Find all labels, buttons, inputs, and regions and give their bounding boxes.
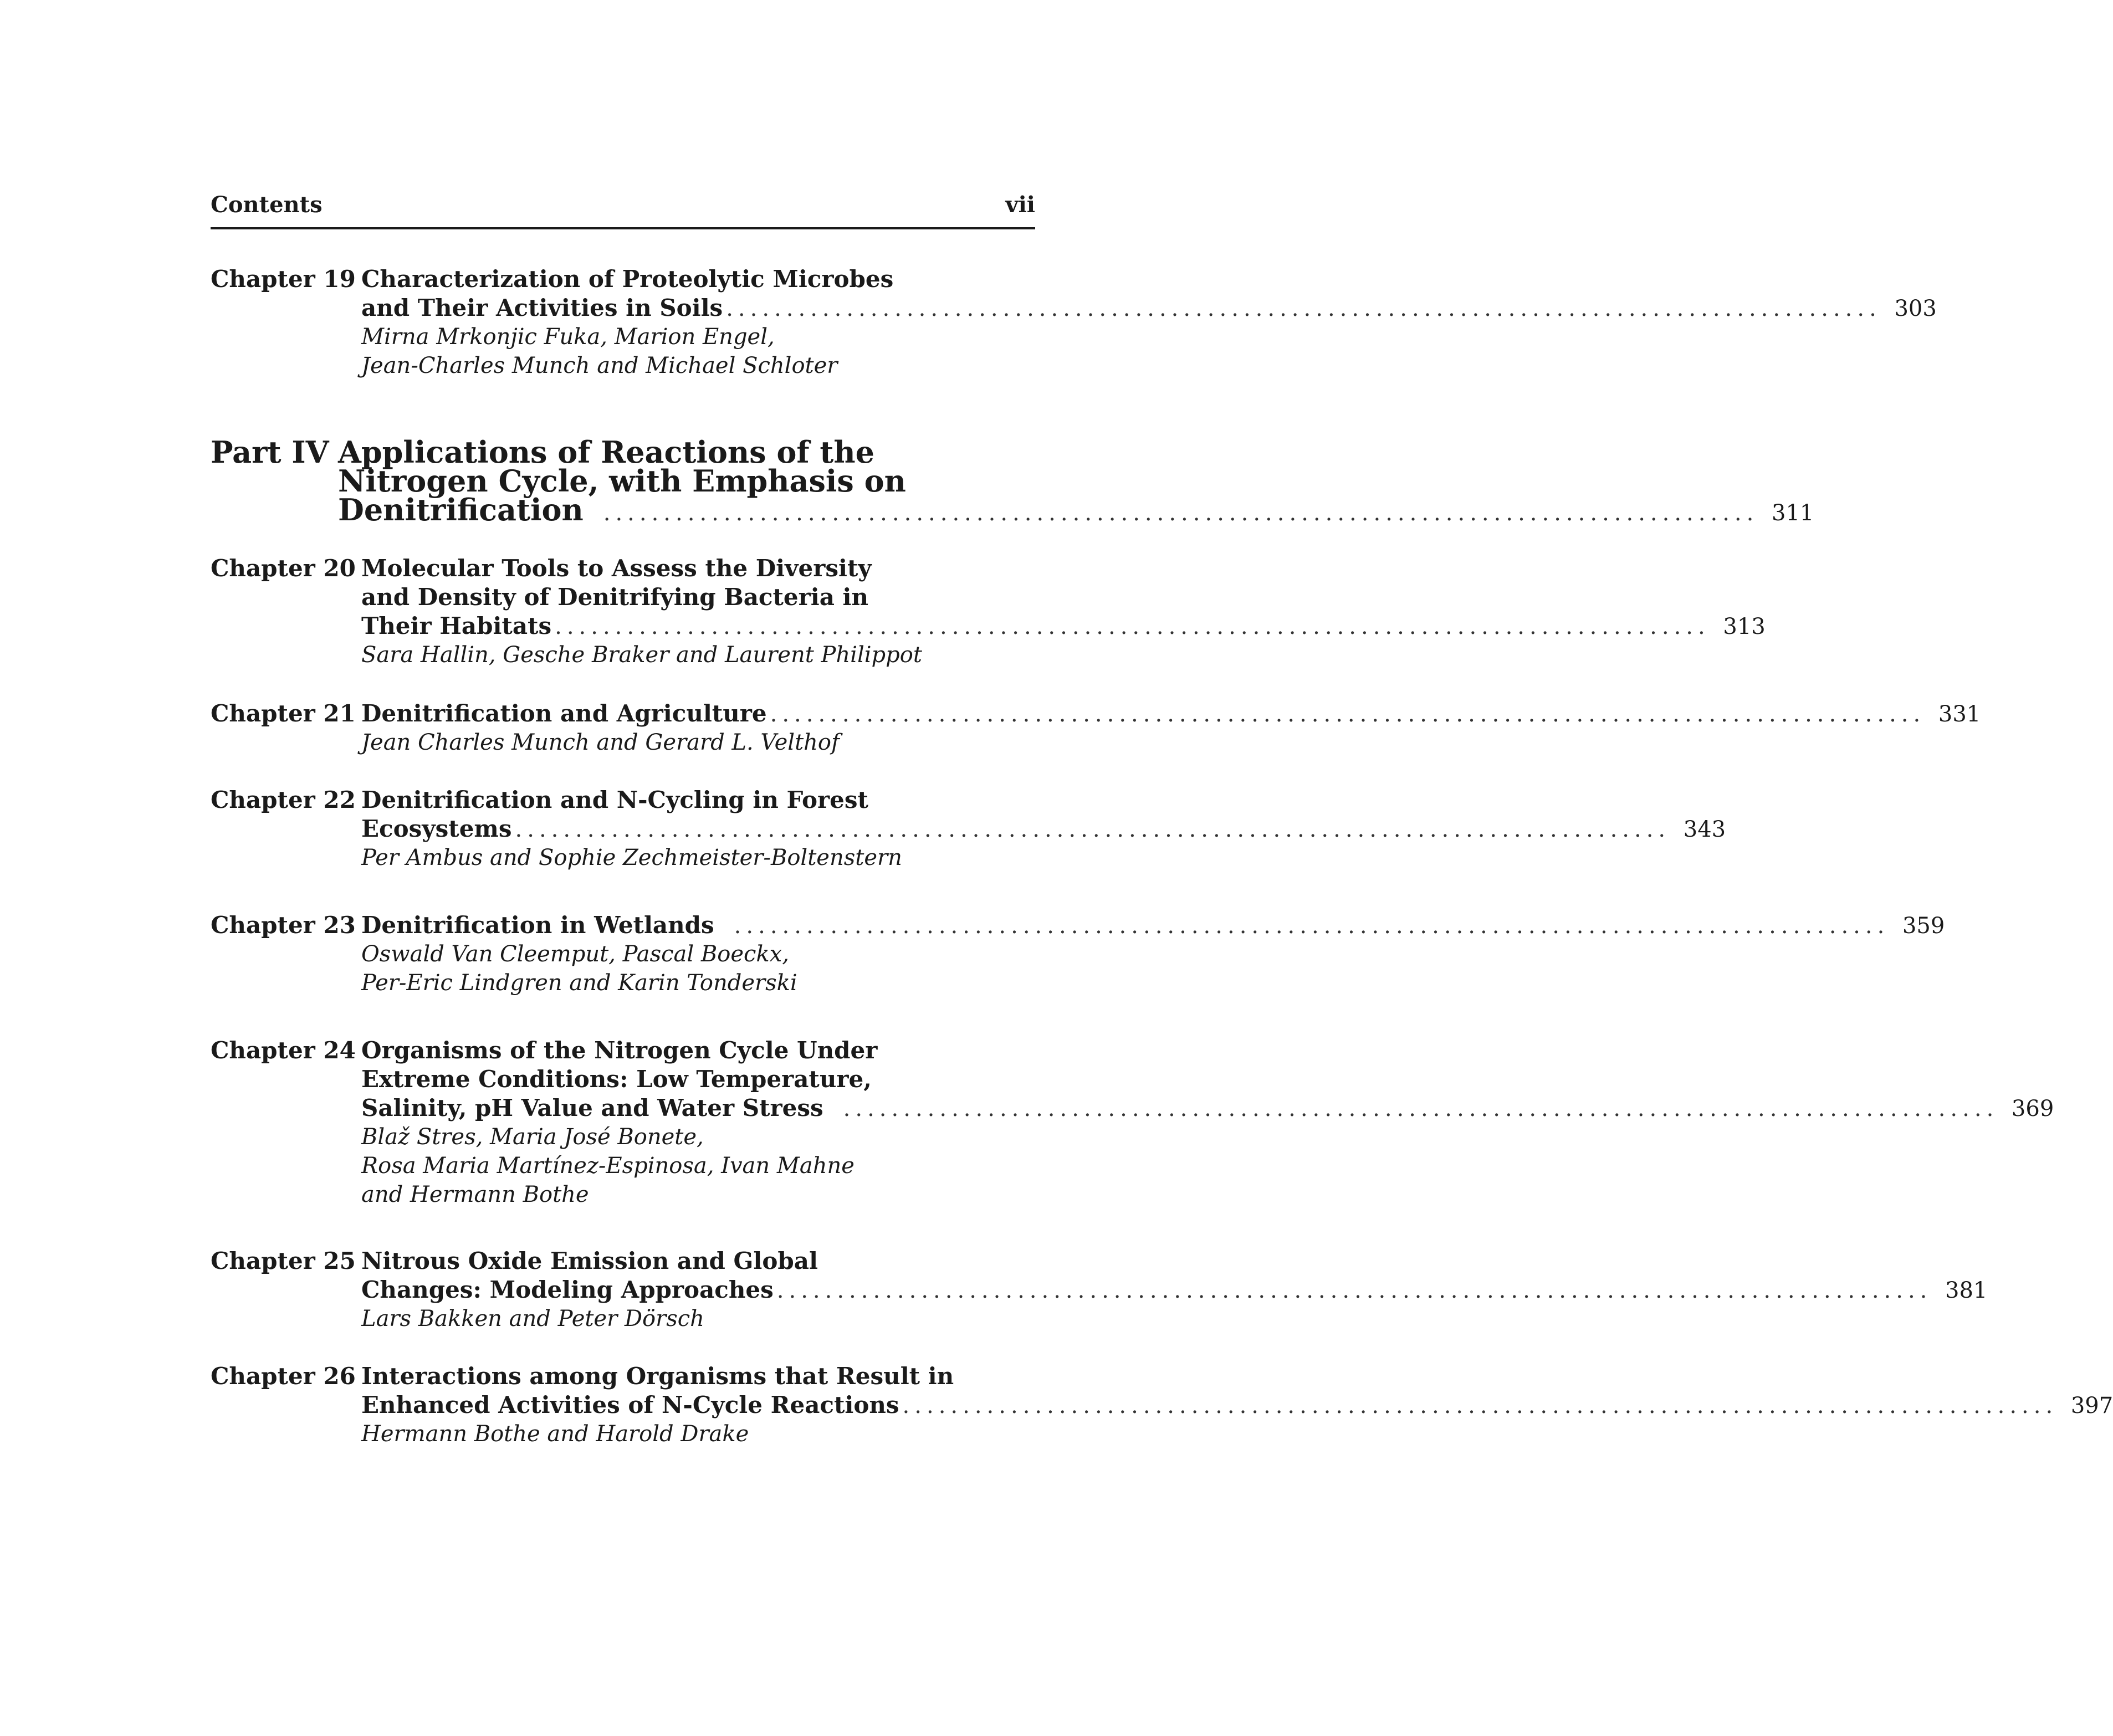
chapter-page-number: 381 (1945, 1278, 1988, 1303)
part-page-number: 311 (1772, 500, 1814, 526)
running-head (211, 194, 1035, 216)
chapter-authors-line: Per-Eric Lindgren and Karin Tonderski (361, 970, 797, 996)
chapter-title-line: Characterization of Proteolytic Microbes (361, 265, 894, 293)
dot-leader: ................................................................................................ (843, 1096, 1999, 1122)
dot-leader: ................................................................................................ (555, 614, 1710, 639)
chapter-page-number: 303 (1894, 296, 1937, 321)
chapter-authors-line: and Hermann Bothe (361, 1182, 589, 1207)
chapter-label: Chapter 19 (211, 265, 356, 293)
chapter-title-line: Denitrification in Wetlands (361, 911, 714, 939)
toc-entry-chapter-25[interactable] (211, 1247, 1988, 1333)
chapter-title-line: Enhanced Activities of N-Cycle Reactions (361, 1391, 899, 1418)
chapter-title-line: Denitrification and N-Cycling in Forest (361, 786, 868, 813)
chapter-authors-line: Sara Hallin, Gesche Braker and Laurent Philippot (361, 642, 922, 668)
chapter-authors-line: Oswald Van Cleemput, Pascal Boeckx, (361, 941, 789, 967)
part-title-line: Denitrification (338, 492, 584, 528)
chapter-label: Chapter 25 (211, 1247, 356, 1274)
dot-leader: ................................................................................................ (902, 1393, 2058, 1418)
chapter-label: Chapter 24 (211, 1037, 356, 1064)
chapter-title-line: and Density of Denitrifying Bacteria in (361, 583, 869, 611)
chapter-title-line: Interactions among Organisms that Result in (361, 1363, 954, 1390)
chapter-page-number: 313 (1723, 614, 1766, 639)
running-head-page-number: vii (1005, 192, 1035, 218)
part-title-line: Nitrogen Cycle, with Emphasis on (338, 463, 906, 499)
chapter-label: Chapter 21 (211, 700, 356, 727)
chapter-page-number: 331 (1938, 701, 1981, 727)
part-label: Part IV (211, 434, 329, 470)
dot-leader: ................................................................................................ (776, 1278, 1932, 1303)
dot-leader: ................................................................................................ (734, 913, 1890, 939)
chapter-label: Chapter 20 (211, 555, 356, 582)
toc-entry-chapter-23[interactable] (211, 911, 1945, 997)
chapter-page-number: 369 (2011, 1096, 2054, 1122)
chapter-authors-line: Mirna Mrkonjic Fuka, Marion Engel, (361, 324, 775, 350)
chapter-title-line: Organisms of the Nitrogen Cycle Under (361, 1037, 878, 1064)
header-rule (211, 227, 1035, 229)
toc-entry-chapter-19[interactable] (211, 265, 1937, 380)
dot-leader: ................................................................................................ (726, 296, 1881, 321)
chapter-page-number: 343 (1683, 817, 1726, 842)
chapter-title-line: and Their Activities in Soils (361, 294, 723, 321)
dot-leader: ................................................................................................ (515, 817, 1671, 842)
chapter-page-number: 397 (2070, 1393, 2113, 1418)
toc-entry-chapter-22[interactable] (211, 786, 1726, 872)
chapter-page-number: 359 (1902, 913, 1945, 939)
chapter-title-line: Denitrification and Agriculture (361, 700, 767, 727)
chapter-label: Chapter 23 (211, 911, 356, 939)
part-title-line: Applications of Reactions of the (338, 434, 874, 470)
chapter-label: Chapter 26 (211, 1363, 356, 1390)
chapter-label: Chapter 22 (211, 786, 356, 813)
chapter-authors-line: Jean-Charles Munch and Michael Schloter (361, 353, 838, 378)
toc-entry-chapter-26[interactable] (211, 1362, 2113, 1448)
chapter-authors-line: Lars Bakken and Peter Dörsch (361, 1306, 704, 1332)
toc-entry-chapter-24[interactable] (211, 1036, 2054, 1209)
chapter-title-line: Nitrous Oxide Emission and Global (361, 1247, 818, 1274)
chapter-authors-line: Rosa Maria Martínez-Espinosa, Ivan Mahne (361, 1153, 855, 1179)
chapter-title-line: Extreme Conditions: Low Temperature, (361, 1066, 872, 1093)
dot-leader: ................................................................................................ (603, 500, 1759, 526)
chapter-title-line: Molecular Tools to Assess the Diversity (361, 555, 872, 582)
chapter-title-line: Their Habitats (361, 612, 552, 639)
toc-entry-chapter-21[interactable] (211, 699, 1981, 757)
running-head-title: Contents (211, 192, 323, 218)
chapter-title-line: Salinity, pH Value and Water Stress (361, 1094, 823, 1122)
chapter-authors-line: Per Ambus and Sophie Zechmeister-Boltenstern (361, 845, 902, 870)
toc-entry-part-iv[interactable] (211, 434, 1814, 528)
chapter-title-line: Ecosystems (361, 815, 512, 842)
toc-entry-chapter-20[interactable] (211, 554, 1766, 669)
chapter-authors-line: Blaž Stres, Maria José Bonete, (361, 1124, 704, 1150)
chapter-authors-line: Hermann Bothe and Harold Drake (361, 1421, 749, 1447)
chapter-title-line: Changes: Modeling Approaches (361, 1276, 774, 1303)
dot-leader: ................................................................................................ (770, 701, 1926, 727)
chapter-authors-line: Jean Charles Munch and Gerard L. Velthof (361, 730, 840, 755)
